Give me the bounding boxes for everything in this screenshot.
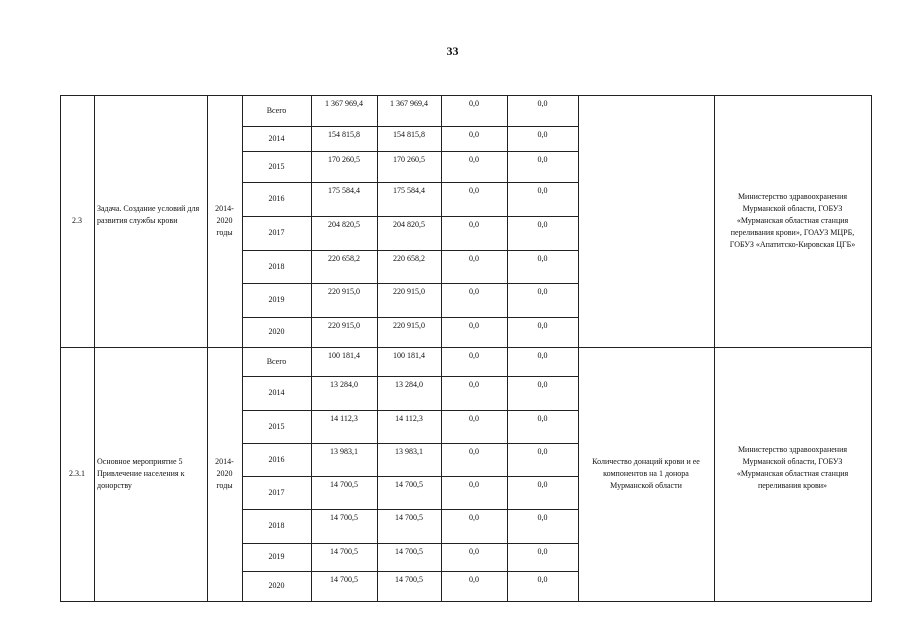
total-value: 14 112,3 (330, 414, 358, 423)
budget-value: 13 983,1 (395, 447, 423, 456)
total-value: 14 700,5 (330, 480, 358, 489)
budget-value: 154 815,8 (393, 130, 425, 139)
budget-value: 220 915,0 (393, 287, 425, 296)
item-period: 2014- 2020 годы (215, 204, 234, 237)
year-value: 2016 (268, 194, 285, 203)
federal-value: 0,0 (469, 480, 479, 489)
federal-value: 0,0 (469, 414, 479, 423)
year-value: 2014 (268, 388, 285, 397)
other-value: 0,0 (537, 575, 548, 584)
year-value: Всего (266, 356, 287, 366)
budget-value: 170 260,5 (393, 155, 425, 164)
federal-value: 0,0 (469, 380, 479, 389)
total-value: 14 700,5 (330, 575, 358, 584)
year-value: 2017 (268, 228, 285, 237)
total-value: 13 983,1 (330, 447, 358, 456)
target-indicator: Количество донаций крови и ее компонентов на 1 донора Мурманской области (592, 457, 700, 490)
federal-value: 0,0 (469, 447, 479, 456)
other-value: 0,0 (537, 414, 548, 423)
total-value: 14 700,5 (330, 547, 358, 556)
other-value: 0,0 (537, 380, 548, 389)
year-value: 2020 (268, 327, 285, 336)
federal-value: 0,0 (469, 155, 479, 164)
year-value: 2019 (268, 552, 285, 561)
total-value: 1 367 969,4 (325, 99, 363, 108)
year-value: Всего (266, 105, 287, 115)
other-value: 0,0 (537, 351, 548, 360)
budget-value: 1 367 969,4 (390, 99, 428, 108)
other-value: 0,0 (537, 321, 548, 330)
total-value: 204 820,5 (328, 220, 360, 229)
other-value: 0,0 (537, 513, 548, 522)
total-value: 170 260,5 (328, 155, 360, 164)
budget-value: 14 700,5 (395, 480, 423, 489)
year-value: 2016 (268, 454, 285, 464)
other-value: 0,0 (537, 186, 548, 195)
other-value: 0,0 (537, 447, 548, 456)
budget-value: 220 915,0 (393, 321, 425, 330)
page-number: 33 (446, 44, 459, 58)
year-value: 2014 (268, 133, 285, 143)
federal-value: 0,0 (469, 130, 479, 139)
federal-value: 0,0 (469, 321, 479, 330)
budget-value: 14 700,5 (395, 575, 423, 584)
year-value: 2018 (268, 521, 285, 530)
budget-value: 14 700,5 (395, 513, 423, 522)
federal-value: 0,0 (469, 220, 479, 229)
budget-value: 220 658,2 (393, 254, 425, 263)
federal-value: 0,0 (469, 575, 479, 584)
budget-value: 175 584,4 (393, 186, 425, 195)
year-value: 2015 (268, 161, 285, 171)
item-name: Основное мероприятие 5 Привлечение населения к донорству (97, 457, 185, 490)
total-value: 175 584,4 (328, 186, 360, 195)
total-value: 220 915,0 (328, 321, 360, 330)
other-value: 0,0 (537, 254, 548, 263)
item-period: 2014- 2020 годы (215, 457, 234, 490)
total-value: 220 658,2 (328, 254, 360, 263)
item-code: 2.3 (72, 216, 82, 225)
year-value: 2018 (268, 261, 285, 271)
responsible-executor: Министерство здравоохранения Мурманской области, ГОБУЗ «Мурманская областная станция переливания крови» (736, 445, 849, 490)
federal-value: 0,0 (469, 186, 479, 195)
year-value: 2015 (268, 421, 285, 431)
other-value: 0,0 (537, 287, 548, 296)
budget-value: 100 181,4 (393, 351, 425, 360)
budget-value: 14 700,5 (395, 547, 423, 556)
federal-value: 0,0 (469, 513, 479, 522)
federal-value: 0,0 (469, 287, 479, 296)
indicator-cell (578, 95, 715, 348)
federal-value: 0,0 (469, 254, 479, 263)
other-value: 0,0 (537, 130, 548, 139)
federal-value: 0,0 (469, 351, 479, 360)
other-value: 0,0 (537, 220, 548, 229)
total-value: 13 284,0 (330, 380, 358, 389)
budget-value: 13 284,0 (395, 380, 423, 389)
federal-value: 0,0 (469, 99, 479, 108)
item-code: 2.3.1 (69, 469, 85, 478)
other-value: 0,0 (537, 480, 548, 489)
item-name: Задача. Создание условий для развития службы крови (97, 204, 200, 225)
other-value: 0,0 (537, 155, 548, 164)
other-value: 0,0 (537, 99, 548, 108)
other-value: 0,0 (537, 547, 548, 556)
total-value: 154 815,8 (328, 130, 360, 139)
responsible-executor: Министерство здравоохранения Мурманской области, ГОБУЗ «Мурманская областная станция переливания крови», ГОАУЗ МЦРБ, ГОБУЗ «Апатитско-Кировская ЦГБ» (729, 192, 856, 249)
year-value: 2020 (268, 581, 285, 590)
total-value: 220 915,0 (328, 287, 360, 296)
federal-value: 0,0 (469, 547, 479, 556)
budget-value: 14 112,3 (395, 414, 423, 423)
year-value: 2017 (268, 487, 285, 497)
total-value: 100 181,4 (328, 351, 360, 360)
total-value: 14 700,5 (330, 513, 358, 522)
year-value: 2019 (268, 295, 285, 304)
budget-value: 204 820,5 (393, 220, 425, 229)
